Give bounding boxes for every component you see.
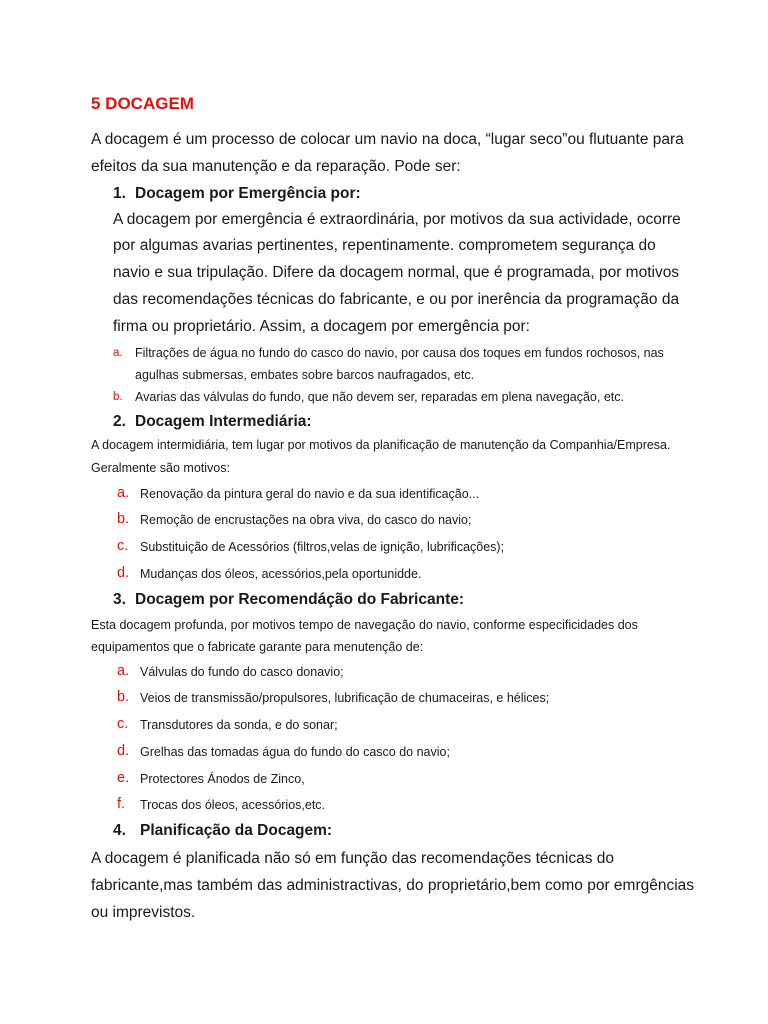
s2-list-marker: d. — [117, 565, 130, 581]
s3-list-item: Grelhas das tomadas água do fundo do casco do navio; — [140, 745, 450, 759]
s3-list-item: Veios de transmissão/propulsores, lubrificação de chumaceiras, e hélices; — [140, 691, 550, 705]
s3-list-item: Protectores Ánodos de Zinco, — [140, 772, 305, 786]
s1-paragraph-line: firma ou proprietário. Assim, a docagem por emergência por: — [113, 318, 530, 335]
s1-paragraph-line: navio e sua tripulação. Difere da docagem normal, que é programada, por motivos — [113, 264, 680, 281]
s2-number: 2. — [113, 413, 126, 430]
s2-list-marker: b. — [117, 511, 130, 527]
s2-list-item: Substituição de Acessórios (filtros,velas de ignição, lubrificações); — [140, 540, 505, 554]
s4-number: 4. — [113, 822, 126, 839]
s2-paragraph-line: A docagem intermidiária, tem lugar por motivos da planificação de manutenção da Companhia/Empresa. — [91, 438, 671, 452]
s2-list-item: Remoção de encrustações na obra viva, do casco do navio; — [140, 513, 472, 527]
intro-line: efeitos da sua manutenção e da reparação. Pode ser: — [91, 158, 461, 175]
s1-paragraph-line: A docagem por emergência é extraordinária, por motivos da sua actividade, ocorre — [113, 211, 681, 228]
s3-list-marker: b. — [117, 689, 130, 705]
s1-list-marker: a. — [113, 347, 123, 359]
s1-heading: Docagem por Emergência por: — [135, 185, 361, 202]
s1-paragraph-line: por algumas avarias pertinentes, repentinamente. comprometem segurança do — [113, 237, 656, 254]
s4-paragraph-line: ou imprevistos. — [91, 904, 196, 921]
s2-list-item: Renovação da pintura geral do navio e da sua identificação... — [140, 487, 480, 501]
s1-list-marker: b. — [113, 391, 123, 403]
s3-list-item: Trocas dos óleos, acessórios,etc. — [140, 798, 326, 812]
s3-list-item: Transdutores da sonda, e do sonar; — [140, 718, 338, 732]
s1-list-item-line: Filtrações de água no fundo do casco do navio, por causa dos toques em fundos rochosos, nas — [135, 346, 664, 360]
s2-paragraph-line: Geralmente são motivos: — [91, 461, 230, 475]
s3-list-marker: e. — [117, 770, 130, 786]
s3-list-marker: c. — [117, 716, 129, 732]
s3-list-marker: f. — [117, 796, 126, 812]
s4-paragraph-line: A docagem é planificada não só em função das recomendações técnicas do — [91, 850, 615, 867]
s1-list-item-line: agulhas submersas, embates sobre barcos naufragados, etc. — [135, 368, 475, 382]
s3-paragraph-line: equipamentos que o fabricate garante para menutenção de: — [91, 640, 424, 654]
intro-line: A docagem é um processo de colocar um navio na doca, “lugar seco”ou flutuante para — [91, 131, 684, 148]
s2-list-item: Mudanças dos óleos, acessórios,pela oportunidde. — [140, 567, 422, 581]
s1-paragraph-line: das recomendações técnicas do fabricante, e ou por inerência da programação da — [113, 291, 680, 308]
s2-list-marker: c. — [117, 538, 129, 554]
s2-heading: Docagem Intermediária: — [135, 413, 312, 430]
s1-list-item-line: Avarias das válvulas do fundo, que não devem ser, reparadas em plena navegação, etc. — [135, 390, 624, 404]
s3-list-marker: d. — [117, 743, 130, 759]
s4-paragraph-line: fabricante,mas também das administractivas, do proprietário,bem como por emrgências — [91, 877, 695, 894]
s3-heading: Docagem por Recomendáção do Fabricante: — [135, 591, 465, 608]
s3-paragraph-line: Esta docagem profunda, por motivos tempo de navegação do navio, conforme especificidades dos — [91, 618, 638, 632]
s3-list-marker: a. — [117, 663, 130, 679]
s3-list-item: Válvulas do fundo do casco donavio; — [140, 665, 344, 679]
s2-list-marker: a. — [117, 485, 130, 501]
s4-heading: Planificação da Docagem: — [140, 822, 333, 839]
section-title: 5 DOCAGEM — [91, 94, 194, 113]
s3-number: 3. — [113, 591, 126, 608]
s1-number: 1. — [113, 185, 126, 202]
